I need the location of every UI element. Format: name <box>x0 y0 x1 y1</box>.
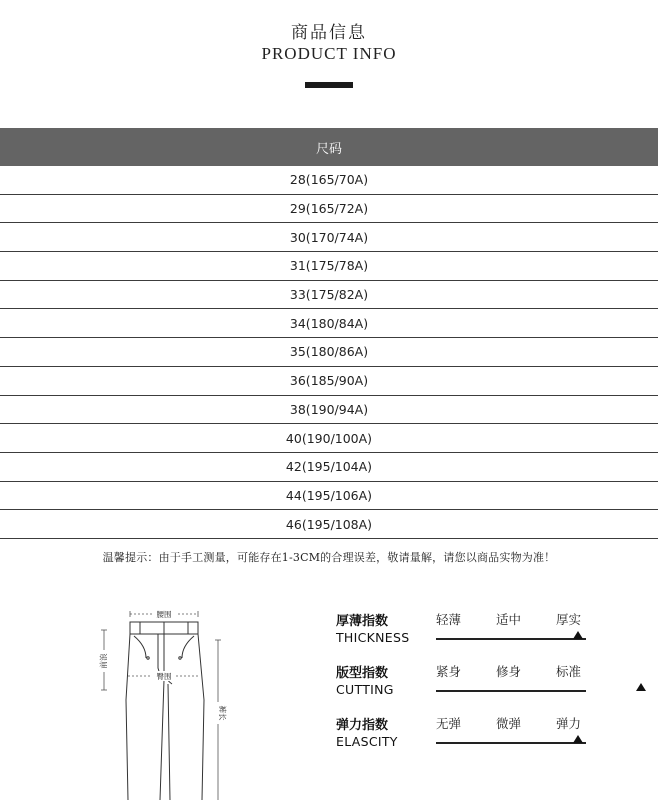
index-row <box>336 714 636 754</box>
index-name-cn: 厚薄指数 <box>336 614 389 629</box>
product-info-header <box>0 0 658 120</box>
table-row <box>0 481 658 510</box>
table-row <box>0 280 658 309</box>
index-name-cn: 弹力指数 <box>336 718 389 733</box>
index-level-label: 紧身 <box>436 664 462 679</box>
cell-size: 33(175/82A) <box>0 280 658 309</box>
index-marker-triangle-icon <box>573 735 583 743</box>
index-marker-triangle-icon <box>636 683 646 691</box>
diagram-label-waist: 腰围 <box>156 610 172 619</box>
title-chinese: 商品信息 <box>291 23 367 43</box>
cell-size: 29(165/72A) <box>0 194 658 223</box>
cell-size: 36(185/90A) <box>0 366 658 395</box>
measurement-note: 温馨提示：由于手工测量，可能存在1-3CM的合理误差，敬请量解，请您以商品实物为准！ <box>102 551 556 564</box>
pants-measurement-diagram <box>90 600 240 800</box>
cell-size: 34(180/84A) <box>0 309 658 338</box>
table-row <box>0 395 658 424</box>
size-table <box>0 128 658 539</box>
index-scale-line <box>436 638 586 640</box>
table-row <box>0 194 658 223</box>
index-level-label: 适中 <box>496 612 522 627</box>
pants-outline <box>126 634 204 800</box>
table-row <box>0 424 658 453</box>
cell-size: 35(180/86A) <box>0 338 658 367</box>
index-level-label: 无弹 <box>436 716 462 731</box>
cell-size: 38(190/94A) <box>0 395 658 424</box>
size-table-body <box>0 166 658 538</box>
title-english: PRODUCT INFO <box>261 44 397 63</box>
cell-size: 42(195/104A) <box>0 452 658 481</box>
diagram-label-length: 裤长 <box>218 705 227 721</box>
table-row <box>0 166 658 194</box>
index-scale-line <box>436 690 586 692</box>
index-scale-line <box>436 742 586 744</box>
table-row <box>0 223 658 252</box>
table-row <box>0 309 658 338</box>
index-name-en: ELASCITY <box>336 734 398 749</box>
cell-size: 31(175/78A) <box>0 252 658 281</box>
table-row <box>0 510 658 539</box>
index-level-label: 微弹 <box>496 716 522 731</box>
cell-size: 28(165/70A) <box>0 166 658 194</box>
cell-size: 40(190/100A) <box>0 424 658 453</box>
index-level-label: 弹力 <box>556 716 582 731</box>
table-row <box>0 338 658 367</box>
index-level-label: 厚实 <box>556 612 582 627</box>
index-level-label: 修身 <box>496 664 522 679</box>
cell-size: 44(195/106A) <box>0 481 658 510</box>
cell-size: 46(195/108A) <box>0 510 658 539</box>
diagram-label-hip: 臀围 <box>156 672 172 681</box>
table-row <box>0 252 658 281</box>
index-name-cn: 版型指数 <box>336 666 389 681</box>
title-underline-bar <box>305 82 353 88</box>
index-level-label: 轻薄 <box>436 612 462 627</box>
size-table-header-row <box>0 128 658 166</box>
cell-size: 30(170/74A) <box>0 223 658 252</box>
index-name-en: THICKNESS <box>336 630 410 645</box>
table-row <box>0 366 658 395</box>
index-level-label: 标准 <box>556 664 582 679</box>
diagram-label-front-rise: 前浪 <box>99 653 108 669</box>
column-header-size: 尺码 <box>0 128 658 166</box>
index-row <box>336 662 636 702</box>
table-row <box>0 452 658 481</box>
index-row <box>336 610 636 650</box>
index-marker-triangle-icon <box>573 631 583 639</box>
index-name-en: CUTTING <box>336 682 394 697</box>
